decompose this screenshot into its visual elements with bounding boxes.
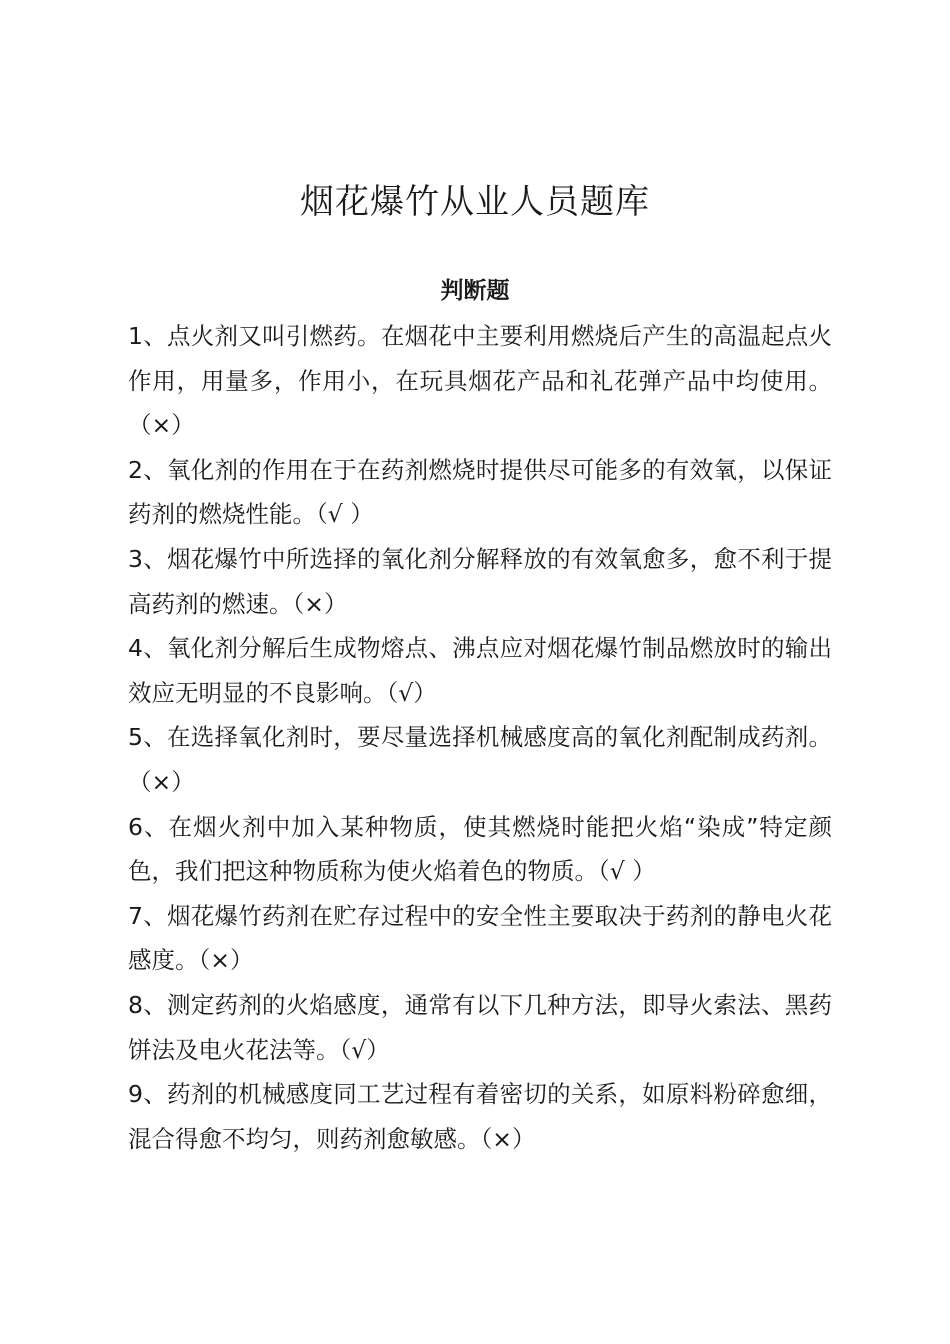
question-item: 3、烟花爆竹中所选择的氧化剂分解释放的有效氧愈多，愈不利于提高药剂的燃速。（×）	[128, 544, 832, 618]
question-item: 8、测定药剂的火焰感度，通常有以下几种方法，即导火索法、黑药饼法及电火花法等。（√）	[128, 990, 832, 1064]
question-item: 5、在选择氧化剂时，要尽量选择机械感度高的氧化剂配制成药剂。（×）	[128, 723, 832, 796]
question-item: 4、氧化剂分解后生成物熔点、沸点应对烟花爆竹制品燃放时的输出效应无明显的不良影响。（√）	[128, 634, 832, 707]
document-title: 烟花爆竹从业人员题库	[300, 182, 650, 222]
question-item: 7、烟花爆竹药剂在贮存过程中的安全性主要取决于药剂的静电火花感度。（×）	[128, 901, 832, 975]
section-title: 判断题	[440, 278, 510, 304]
question-item: 2、氧化剂的作用在于在药剂燃烧时提供尽可能多的有效氧，以保证药剂的燃烧性能。（√ ）	[128, 455, 832, 529]
question-item: 9、药剂的机械感度同工艺过程有着密切的关系，如原料粉碎愈细，混合得愈不均匀，则药剂愈敏感。（×）	[128, 1080, 832, 1153]
question-list	[128, 314, 832, 1161]
question-item: 1、点火剂又叫引燃药。在烟花中主要利用燃烧后产生的高温起点火作用，用量多，作用小，在玩具烟花产品和礼花弹产品中均使用。（×）	[128, 322, 832, 440]
question-item: 6、在烟火剂中加入某种物质，使其燃烧时能把火焰“染成”特定颜色，我们把这种物质称为使火焰着色的物质。（√ ）	[128, 812, 832, 886]
